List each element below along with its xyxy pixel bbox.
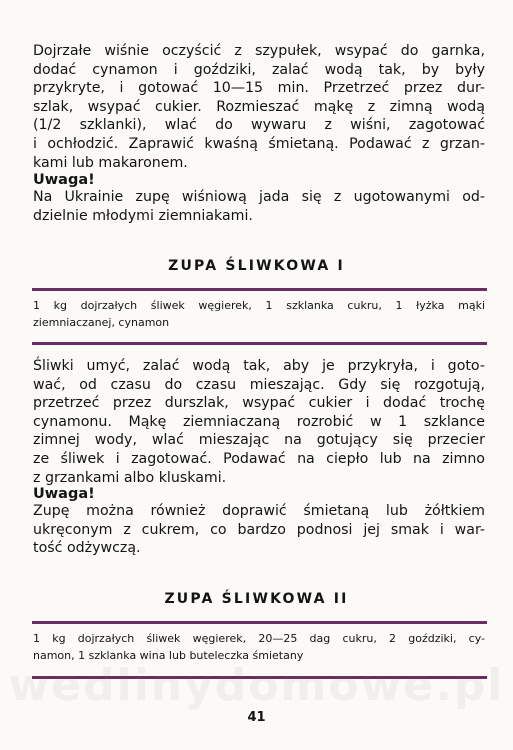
ingredients-list-plum-soup-2 (33, 630, 485, 664)
text-line: z grzankami albo kluskami. (33, 469, 227, 486)
text-line: ze śliwek i zagotować. Podawać na ciepło lub na zimno (33, 450, 485, 467)
divider-rule (32, 342, 487, 345)
text-line: ziemniaczanej, cynamon (33, 316, 170, 329)
text-line: 1 kg dojrzałych śliwek węgierek, 20—25 dag cukru, 2 goździki, cy- (33, 632, 485, 645)
text-line: zimnej wody, wlać mieszając na gotujący się przecier (33, 432, 485, 449)
cherry-soup-note (33, 188, 485, 225)
text-line: Śliwki umyć, zalać wodą tak, aby je przykryła, i goto- (33, 358, 485, 374)
text-line: tość odżywczą. (33, 540, 141, 557)
ingredients-list-plum-soup-1 (33, 297, 485, 331)
text-line: cynamonu. Mąkę ziemniaczaną rozrobić w 1 szklance (33, 413, 485, 430)
recipe-title-plum-soup-1: ZUPA ŚLIWKOWA I (168, 258, 345, 274)
text-line: przetrzeć przez durszlak, wsypać cukier i dodać trochę (33, 395, 485, 412)
recipe-title-plum-soup-2: ZUPA ŚLIWKOWA II (164, 591, 349, 607)
text-line: szlak, wsypać cukier. Rozmieszać mąkę z zimną wodą (33, 98, 485, 115)
plum-soup-1-instructions (33, 357, 485, 487)
text-line: Na Ukrainie zupę wiśniową jada się z ugotowanymi od- (33, 189, 485, 205)
text-line: ukręconym z cukrem, co bardzo podnosi jej smak i war- (33, 521, 485, 538)
cherry-soup-instructions (33, 42, 485, 172)
text-line: Dojrzałe wiśnie oczyścić z szypułek, wsypać do garnka, (33, 43, 485, 59)
watermark: wedlinydomowe.pl (8, 660, 505, 711)
text-line: i ochłodzić. Zaprawić kwaśną śmietaną. Podawać z grzan- (33, 135, 485, 152)
divider-rule (32, 288, 487, 291)
text-line: namon, 1 szklanka wina lub buteleczka śmietany (33, 649, 304, 662)
page-number: 41 (247, 710, 266, 725)
text-line: kami lub makaronem. (33, 154, 188, 171)
text-line: dodać cynamon i goździki, zalać wodą tak, by były (33, 61, 485, 78)
text-line: (1/2 szklanki), wlać do wywaru z wiśni, zagotować (33, 117, 485, 134)
note-label: Uwaga! (33, 486, 95, 502)
divider-rule (32, 621, 487, 624)
text-line: 1 kg dojrzałych śliwek węgierek, 1 szklanka cukru, 1 łyżka mąki (33, 299, 485, 312)
note-label: Uwaga! (33, 172, 95, 188)
text-line: Zupę można również doprawić śmietaną lub żółtkiem (33, 503, 485, 519)
text-line: przykryte, i gotować 10—15 min. Przetrzeć przez dur- (33, 80, 485, 97)
plum-soup-1-note (33, 502, 485, 558)
text-line: dzielnie młodymi ziemniakami. (33, 207, 253, 224)
text-line: wać, od czasu do czasu mieszając. Gdy się rozgotują, (33, 376, 485, 393)
